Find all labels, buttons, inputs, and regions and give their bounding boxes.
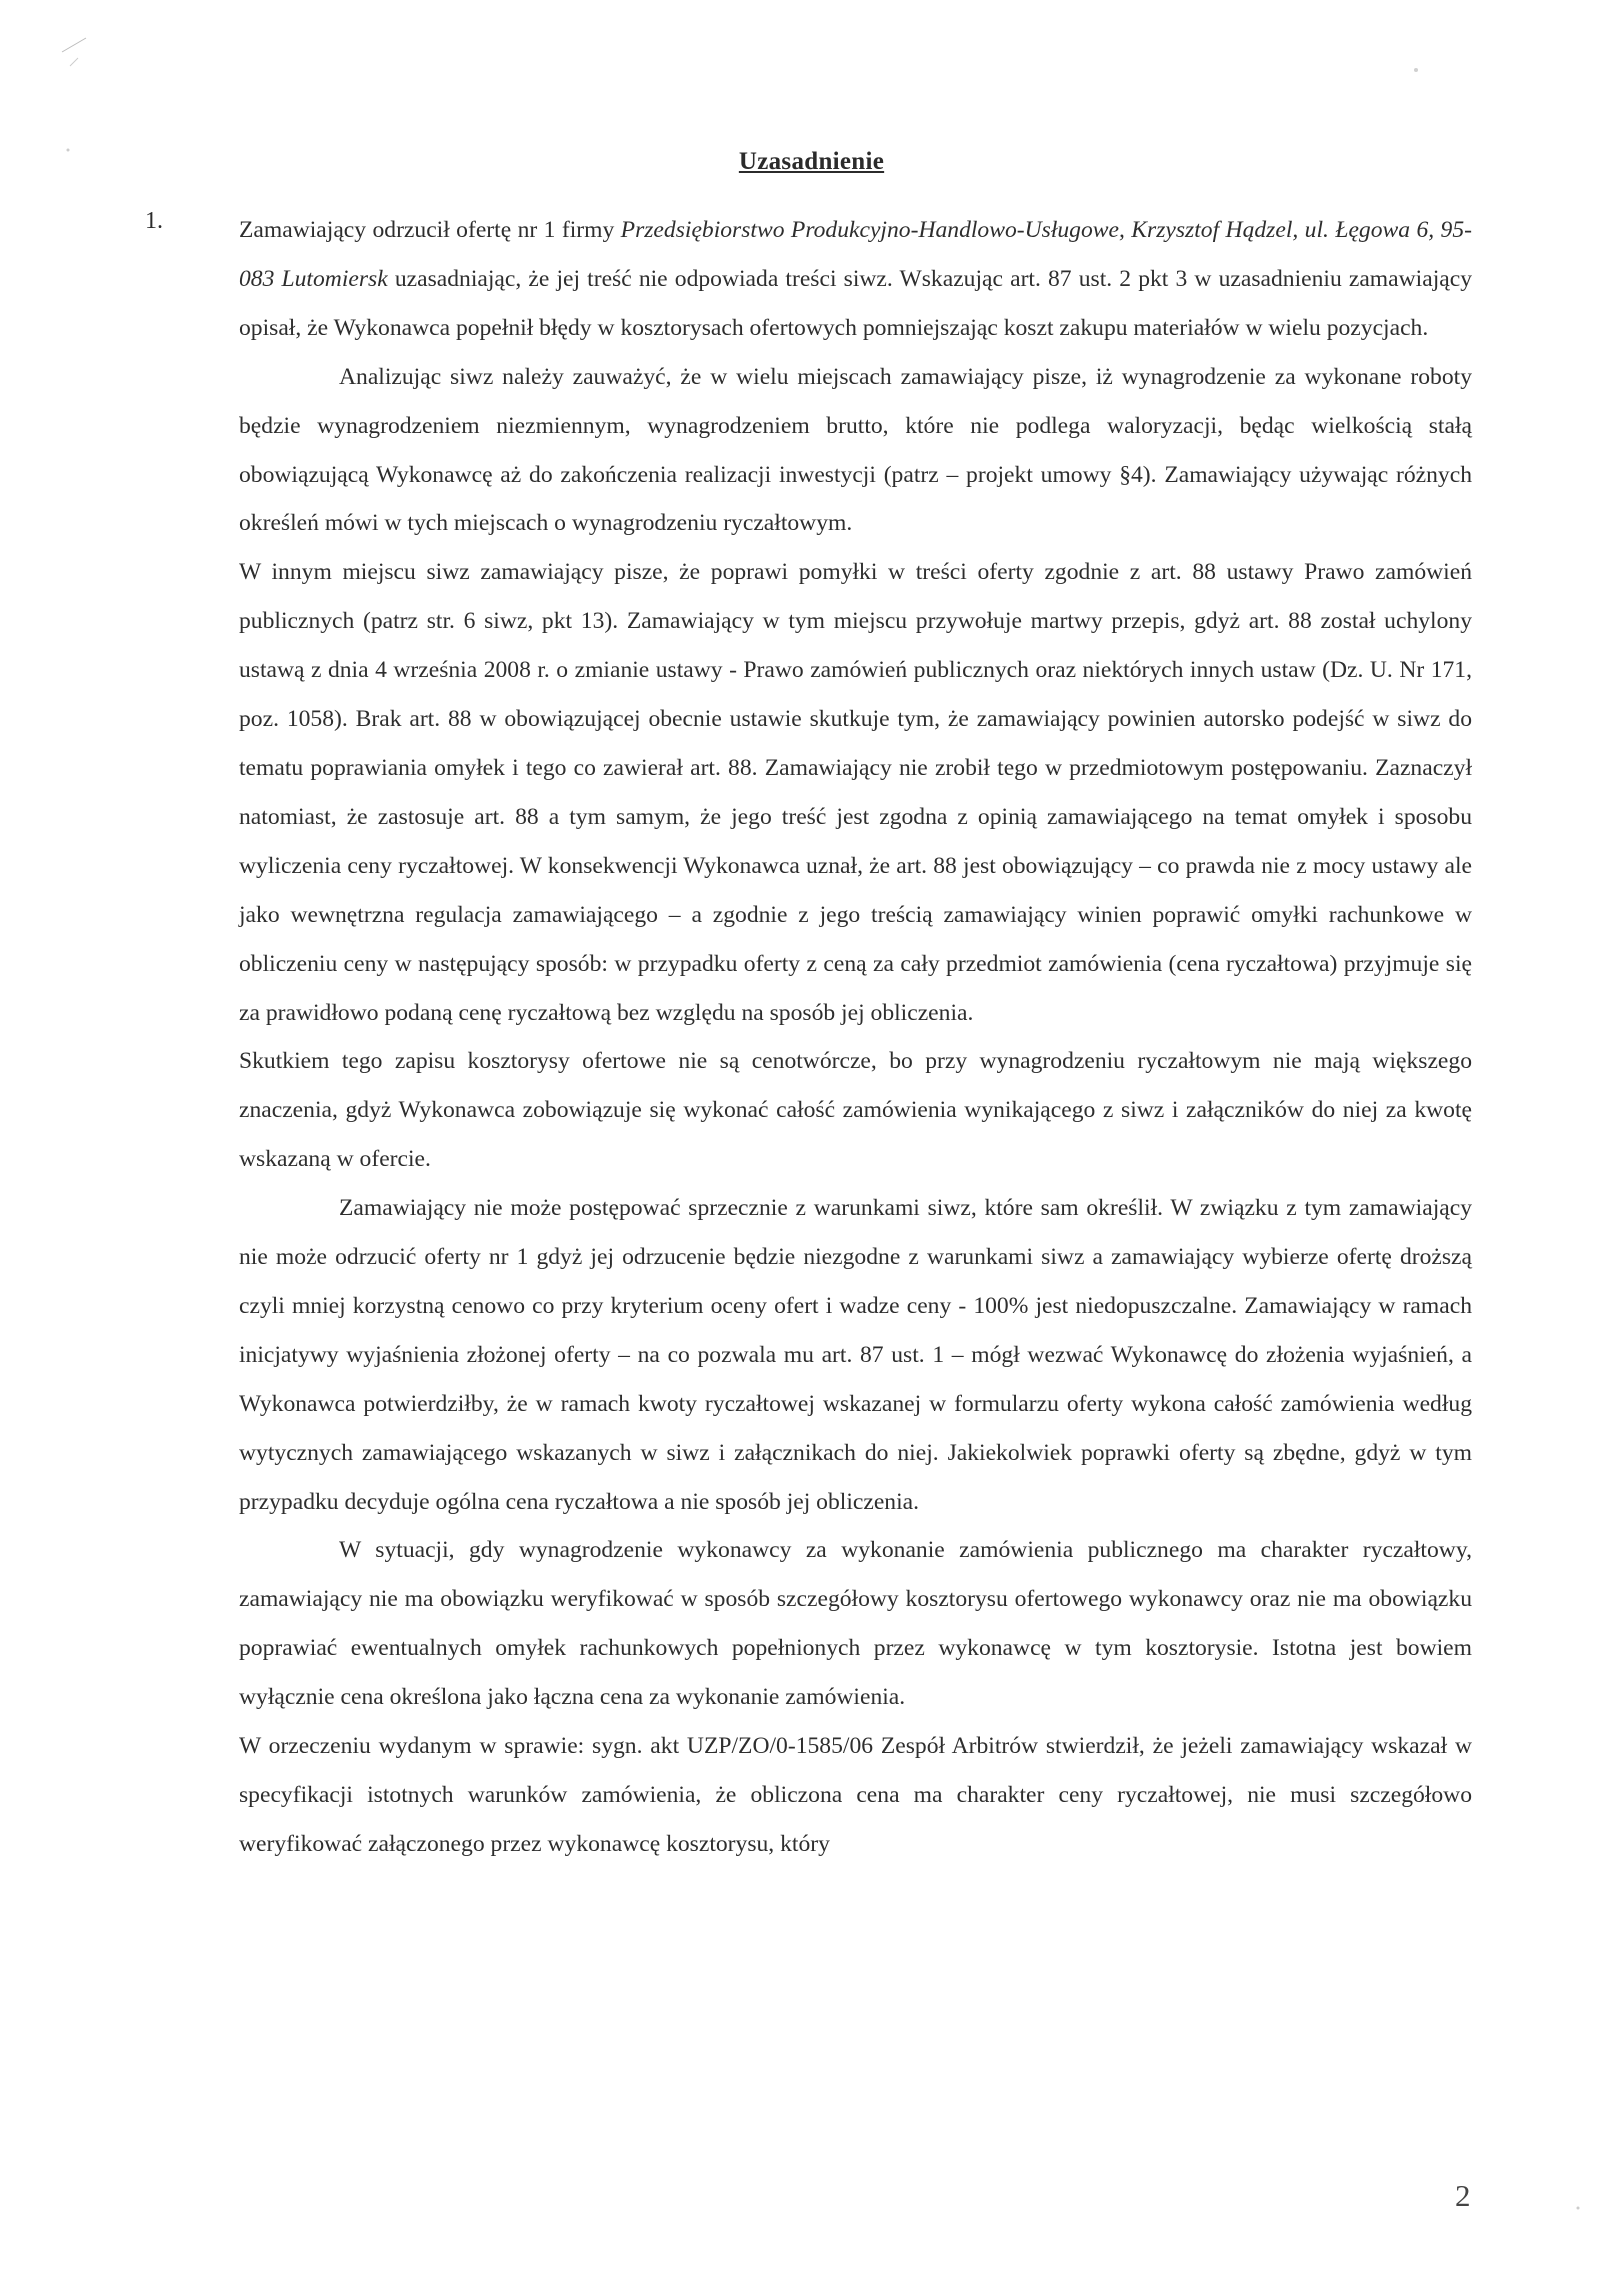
- paragraph-2: Analizując siwz należy zauważyć, że w wielu miejscach zamawiający pisze, iż wynagrodzenie za wykonane roboty będzie wynagrodzeniem niezmiennym, wynagrodzeniem brutto, które nie podlega waloryzacji, będąc wielkością stałą obowiązującą Wykonawcę aż do zakończenia realizacji inwestycji (patrz – projekt umowy §4). Zamawiający używając różnych określeń mówi w tych miejscach o wynagrodzeniu ryczałtowym.: [239, 363, 1472, 537]
- paragraph-3: W innym miejscu siwz zamawiający pisze, że poprawi pomyłki w treści oferty zgodnie z art. 88 ustawy Prawo zamówień publicznych (patrz str. 6 siwz, pkt 13). Zamawiający w tym miejscu przywołuje martwy przepis, gdyż art. 88 został uchylony ustawą z dnia 4 września 2008 r. o zmianie ustawy - Prawo zamówień publicznych oraz niektórych innych ustaw (Dz. U. Nr 171, poz. 1058). Brak art. 88 w obowiązującej obecnie ustawie skutkuje tym, że zamawiający powinien autorsko podejść w siwz do tematu poprawiania omyłek i tego co zawierał art. 88. Zamawiający nie zrobił tego w przedmiotowym postępowaniu. Zaznaczył natomiast, że zastosuje art. 88 a tym samym, że jego treść jest zgodna z opinią zamawiającego na temat omyłek i sposobu wyliczenia ceny ryczałtowej. W konsekwencji Wykonawca uznał, że art. 88 jest obowiązujący – co prawda nie z mocy ustawy ale jako wewnętrzna regulacja zamawiającego – a zgodnie z jego treścią zamawiający winien poprawić omyłki rachunkowe w obliczeniu ceny w następujący sposób: w przypadku oferty z ceną za cały przedmiot zamówienia (cena ryczałtowa) przyjmuje się za prawidłowo podaną cenę ryczałtową bez względu na sposób jej obliczenia.: [239, 559, 1472, 1026]
- paragraph-4: Skutkiem tego zapisu kosztorysy ofertowe nie są cenotwórcze, bo przy wynagrodzeniu ryczałtowym nie mają większego znaczenia, gdyż Wykonawca zobowiązuje się wykonać całość zamówienia wynikającego z siwz i załączników do niej za kwotę wskazaną w ofercie.: [239, 1048, 1472, 1173]
- paragraph-5: Zamawiający nie może postępować sprzecznie z warunkami siwz, które sam określił. W związku z tym zamawiający nie może odrzucić oferty nr 1 gdyż jej odrzucenie będzie niezgodne z warunkami siwz a zamawiający wybierze ofertę droższą czyli mniej korzystną cenowo co przy kryterium oceny ofert i wadze ceny - 100% jest niedopuszczalne. Zamawiający w ramach inicjatywy wyjaśnienia złożonej oferty – na co pozwala mu art. 87 ust. 1 – mógł wezwać Wykonawcę do złożenia wyjaśnień, a Wykonawca potwierdziłby, że w ramach kwoty ryczałtowej wskazanej w formularzu oferty wykona całość zamówienia według wytycznych zamawiającego wskazanych w siwz i załącznikach do niej. Jakiekolwiek poprawki oferty są zbędne, gdyż w tym przypadku decyduje ogólna cena ryczałtowa a nie sposób jej obliczenia.: [239, 1195, 1472, 1515]
- company-name: Przedsiębiorstwo Produkcyjno-Handlowo-Usługowe, Krzysztof Hądzel, ul. Łęgowa 6, 95-083 Lutomiersk: [239, 217, 1472, 292]
- document-title: Uzasadnienie: [738, 148, 885, 175]
- paragraph-1: [239, 206, 1472, 353]
- paragraph-1-lead: Zamawiający odrzucił ofertę nr 1 firmy: [239, 217, 621, 243]
- paragraph-1-rest: uzasadniając, że jej treść nie odpowiada treści siwz. Wskazując art. 87 ust. 2 pkt 3 w uzasadnieniu zamawiający opisał, że Wykonawca popełnił błędy w kosztorysach ofertowych pomniejszając koszt zakupu materiałów w wielu pozycjach.: [239, 265, 1472, 341]
- paragraph-7: W orzeczeniu wydanym w sprawie: sygn. akt UZP/ZO/0-1585/06 Zespół Arbitrów stwierdził, że jeżeli zamawiający wskazał w specyfikacji istotnych warunków zamówienia, że obliczona cena ma charakter ceny ryczałtowej, nie musi szczegółowo weryfikować załączonego przez wykonawcę kosztorysu, który: [239, 1733, 1472, 1857]
- document-body: [239, 206, 1472, 1869]
- item-number: 1.: [145, 208, 163, 234]
- page-number: 2: [1455, 2178, 1471, 2213]
- paragraph-6: W sytuacji, gdy wynagrodzenie wykonawcy za wykonanie zamówienia publicznego ma charakter ryczałtowy, zamawiający nie ma obowiązku weryfikować w sposób szczegółowy kosztorysu ofertowego wykonawcy oraz nie ma obowiązku poprawiać ewentualnych omyłek rachunkowych popełnionych przez wykonawcę w tym kosztorysie. Istotna jest bowiem wyłącznie cena określona jako łączna cena za wykonanie zamówienia.: [239, 1537, 1472, 1711]
